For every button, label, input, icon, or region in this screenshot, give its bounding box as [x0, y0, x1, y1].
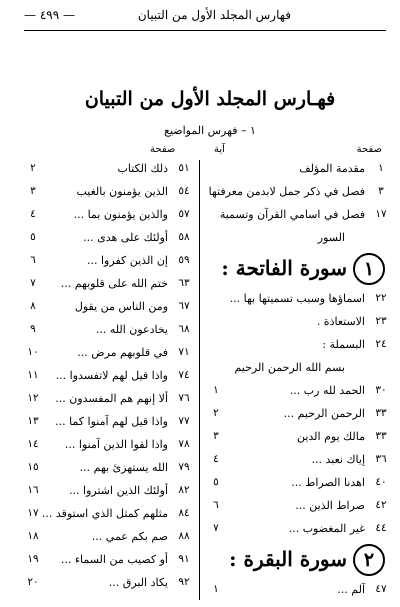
index-entry — [20, 525, 198, 548]
entry-page: ٥٩ — [178, 254, 190, 266]
entry-verse: ٧ — [30, 277, 36, 289]
entry-text: فصل في ذكر جمل لابدمن معرفتها — [208, 185, 365, 198]
index-entry — [20, 226, 198, 249]
entry-verse: ٢ — [30, 162, 36, 174]
entry-verse: ١٩ — [27, 553, 39, 565]
entry-text: فصل في اسامي القرآن وتسمية — [219, 208, 365, 221]
entry-text: بسم الله الرحمن الرحيم — [234, 361, 345, 374]
entry-verse: ١٤ — [27, 438, 39, 450]
entry-text: آلم ... — [337, 583, 365, 596]
entry-page: ٣٠ — [375, 384, 387, 396]
surah-heading — [205, 540, 395, 578]
entry-verse: ٣ — [213, 430, 219, 442]
entry-text: اسماؤها وسبب تسميتها بها ... — [229, 292, 365, 305]
entry-page: ٧١ — [178, 346, 190, 358]
entry-text: اهدنا الصراط ... — [291, 476, 365, 489]
index-title: فهـارس المجلد الأول من التبيان — [84, 88, 336, 110]
entry-verse: ١ — [213, 384, 219, 396]
entry-page: ٧٨ — [178, 438, 190, 450]
entry-page: ٥١ — [178, 162, 190, 174]
surah-name: سورة البقرة : — [229, 547, 347, 571]
entry-page: ٤٧ — [375, 583, 387, 595]
col-header-page-right: صفحة — [356, 144, 382, 155]
column-divider — [199, 160, 200, 600]
entry-page: ٨٤ — [178, 507, 190, 519]
entry-page: ٥٧ — [178, 208, 190, 220]
entry-verse: ٥ — [30, 231, 36, 243]
entry-verse: ٣ — [30, 185, 36, 197]
entry-text: مثلهم كمثل الذي استوقد ... — [41, 507, 168, 520]
entry-text: ألا إنهم هم المفسدون ... — [55, 392, 168, 405]
entry-text: واذا قيل لهم آمنوا كما ... — [55, 415, 168, 428]
entry-verse: ٤ — [30, 208, 36, 220]
col-header-verse: آية — [214, 144, 225, 155]
entry-page: ٣ — [378, 185, 384, 197]
page-number: — ٤٩٩ — — [24, 8, 75, 22]
index-entry — [205, 157, 395, 180]
entry-page: ١٧ — [375, 208, 387, 220]
entry-text: يخادعون الله ... — [95, 323, 168, 336]
surah-heading — [205, 249, 395, 287]
entry-page: ٨٨ — [178, 530, 190, 542]
entry-text: ذلك الكتاب — [117, 162, 168, 175]
index-entry — [205, 402, 395, 425]
entry-page: ٦٣ — [178, 277, 190, 289]
index-entry — [205, 471, 395, 494]
entry-verse: ١٠ — [27, 346, 39, 358]
entry-text: يكاد البرق ... — [108, 576, 168, 589]
entry-page: ٥٨ — [178, 231, 190, 243]
entry-page: ٨٢ — [178, 484, 190, 496]
entry-page: ٧٦ — [178, 392, 190, 404]
entry-page: ٦٨ — [178, 323, 190, 335]
entry-text: أو كصيب من السماء ... — [60, 553, 168, 566]
index-entry — [20, 341, 198, 364]
entry-text: الله يستهزئ بهم ... — [79, 461, 168, 474]
entry-page: ٦٧ — [178, 300, 190, 312]
index-entry — [20, 249, 198, 272]
index-entry — [205, 333, 395, 356]
entry-text: والذين يؤمنون بما ... — [73, 208, 168, 221]
entry-page: ٢٣ — [375, 315, 387, 327]
index-entry — [20, 479, 198, 502]
entry-verse: ٢ — [213, 407, 219, 419]
entry-text: في قلوبهم مرض ... — [77, 346, 168, 359]
index-entry — [20, 502, 198, 525]
running-header — [24, 6, 386, 28]
index-entry — [205, 203, 395, 226]
entry-text: واذا لقوا الذين آمنوا ... — [64, 438, 168, 451]
index-entry — [20, 456, 198, 479]
index-entry — [205, 517, 395, 540]
entry-page: ٤٢ — [375, 499, 387, 511]
index-entry — [205, 226, 395, 249]
index-entry — [20, 272, 198, 295]
running-title: فهارس المجلد الأول من التبيان — [137, 8, 291, 22]
left-column — [20, 157, 198, 594]
entry-page: ٢٤ — [375, 338, 387, 350]
index-entry — [20, 180, 198, 203]
entry-text: مالك يوم الدين — [296, 430, 365, 443]
entry-text: الرحمن الرحيم ... — [283, 407, 365, 420]
entry-text: إياك نعبد ... — [311, 453, 365, 466]
entry-text: إن الذين كفروا ... — [87, 254, 168, 267]
entry-page: ٧٤ — [178, 369, 190, 381]
header-rule — [24, 30, 386, 31]
entry-text: الحمد لله رب ... — [289, 384, 365, 397]
index-entry — [205, 425, 395, 448]
index-entry — [20, 295, 198, 318]
entry-verse: ١ — [213, 583, 219, 595]
entry-verse: ٢٠ — [27, 576, 39, 588]
entry-text: واذا قيل لهم لاتفسدوا ... — [55, 369, 168, 382]
entry-page: ٧٧ — [178, 415, 190, 427]
entry-page: ٤٠ — [375, 476, 387, 488]
section-subtitle: ١ – فهرس المواضيع — [164, 124, 256, 137]
index-entry — [20, 571, 198, 594]
entry-page: ٤٤ — [375, 522, 387, 534]
entry-verse: ١٥ — [27, 461, 39, 473]
entry-text: ومن الناس من يقول — [74, 300, 168, 313]
entry-text: صم بكم عمي ... — [91, 530, 168, 543]
entry-verse: ١٢ — [27, 392, 39, 404]
surah-number: ١ — [353, 253, 385, 285]
entry-verse: ١٧ — [27, 507, 39, 519]
index-entry — [20, 433, 198, 456]
index-entry — [205, 448, 395, 471]
entry-page: ٩٢ — [178, 576, 190, 588]
entry-verse: ١١ — [27, 369, 39, 381]
entry-verse: ٦ — [213, 499, 219, 511]
entry-text: صراط الذين ... — [295, 499, 365, 512]
index-entry — [205, 494, 395, 517]
surah-number: ٢ — [353, 544, 385, 576]
entry-verse: ٦ — [30, 254, 36, 266]
col-header-page-left: صفحة — [150, 144, 176, 155]
entry-page: ٥٤ — [178, 185, 190, 197]
entry-text: غير المغضوب ... — [288, 522, 365, 535]
entry-verse: ١٨ — [27, 530, 39, 542]
index-entry — [20, 203, 198, 226]
index-entry — [205, 287, 395, 310]
entry-text: الاستعاذة . — [316, 315, 365, 328]
entry-text: الذين يؤمنون بالغيب — [76, 185, 168, 198]
entry-text: أولئك على هدى ... — [83, 231, 168, 244]
entry-page: ٢٢ — [375, 292, 387, 304]
entry-text: مقدمة المؤلف — [299, 162, 365, 175]
entry-verse: ٤ — [213, 453, 219, 465]
index-entry — [205, 356, 395, 379]
entry-page: ٣٦ — [375, 453, 387, 465]
entry-page: ٩١ — [178, 553, 190, 565]
entry-verse: ٥ — [213, 476, 219, 488]
entry-page: ٧٩ — [178, 461, 190, 473]
index-entry — [205, 379, 395, 402]
entry-text: ختم الله على قلوبهم ... — [60, 277, 168, 290]
index-entry — [20, 364, 198, 387]
index-entry — [20, 410, 198, 433]
index-entry — [205, 310, 395, 333]
index-entry — [20, 157, 198, 180]
index-entry — [20, 387, 198, 410]
entry-verse: ٩ — [30, 323, 36, 335]
entry-text: السور — [317, 231, 345, 244]
entry-page: ١ — [378, 162, 384, 174]
entry-verse: ٨ — [30, 300, 36, 312]
entry-verse: ٧ — [213, 522, 219, 534]
entry-verse: ١٦ — [27, 484, 39, 496]
index-entry — [20, 318, 198, 341]
entry-page: ٣٣ — [375, 430, 387, 442]
entry-page: ٣٣ — [375, 407, 387, 419]
index-entry — [20, 548, 198, 571]
entry-text: أولئك الذين اشتروا ... — [69, 484, 168, 497]
index-entry — [205, 180, 395, 203]
entry-verse: ١٣ — [27, 415, 39, 427]
entry-text: البسملة : — [322, 338, 365, 351]
surah-name: سورة الفاتحة : — [221, 256, 347, 280]
index-entry — [205, 578, 395, 601]
right-column — [205, 157, 395, 601]
